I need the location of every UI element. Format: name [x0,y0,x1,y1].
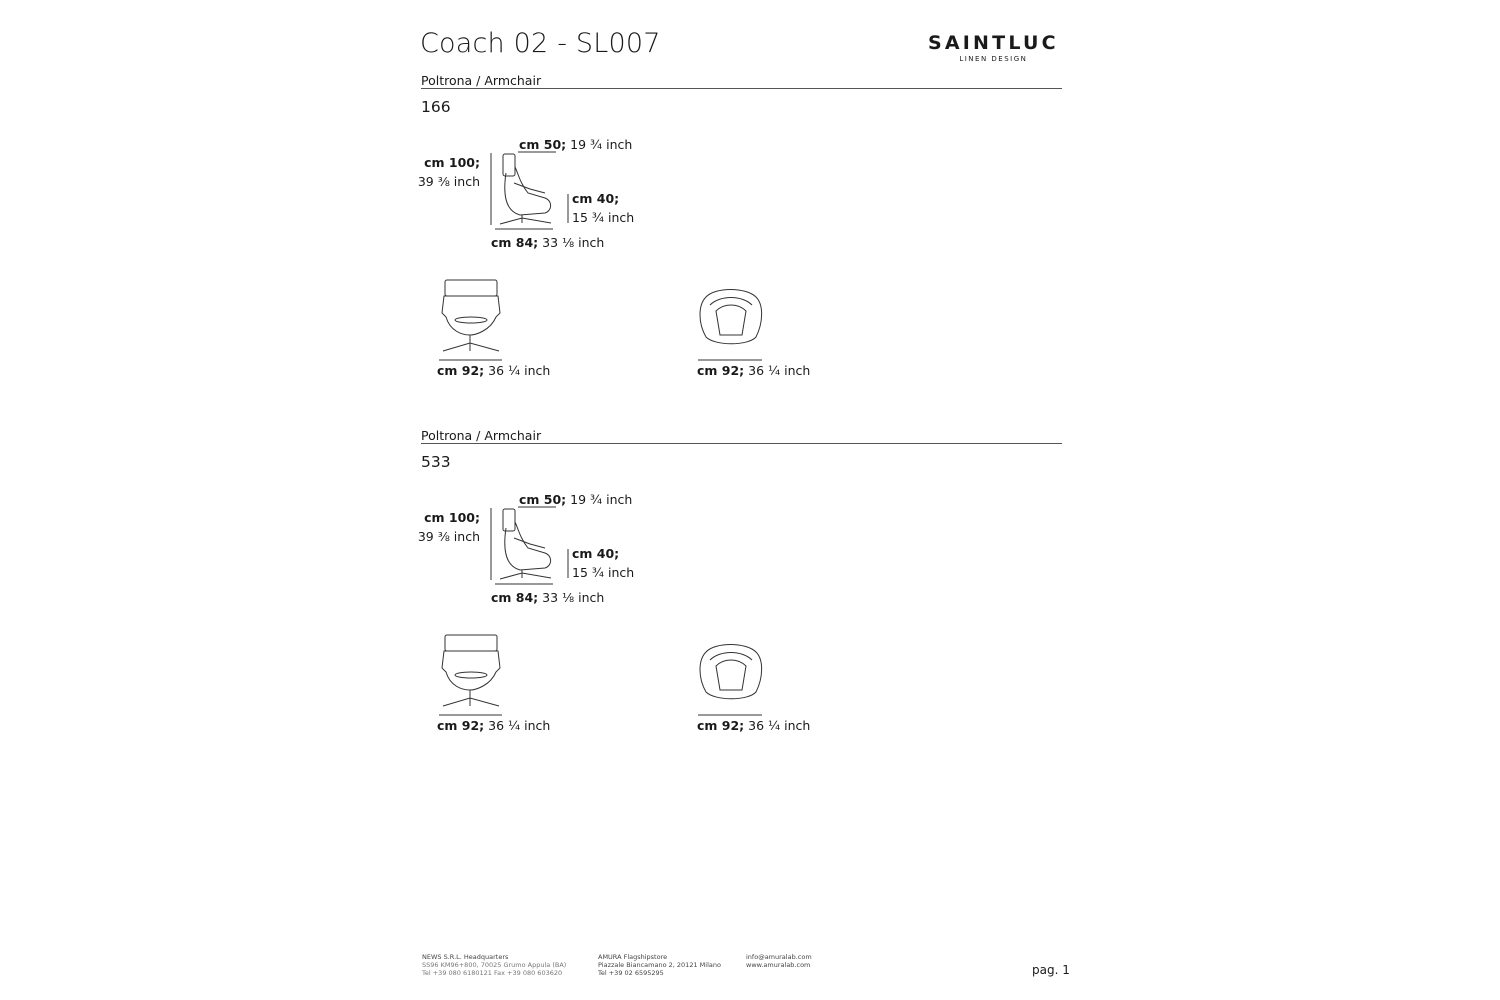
depth-dimension [519,137,632,152]
seat-cm: cm 40; [572,191,620,206]
page-title: Coach 02 - SL007 [420,28,661,59]
length-inch: 33 ⅛ inch [542,590,605,605]
footer-hq-phone: Tel +39 080 6180121 Fax +39 080 603620 [422,969,563,977]
footer-email[interactable]: info@amuralab.com [746,953,812,961]
footer-headquarters [422,953,566,977]
seat-height-dimension [572,544,634,582]
top-view-drawing [0,73,1,74]
length-inch: 33 ⅛ inch [542,235,605,250]
length-cm: cm 84; [491,235,539,250]
brand-name: SAINTLUC [928,32,1059,54]
depth-inch: 19 ¾ inch [570,137,633,152]
height-inch: 39 ⅜ inch [417,529,480,544]
front-width-inch: 36 ¼ inch [488,363,551,378]
top-width-inch: 36 ¼ inch [748,718,811,733]
section-code: 533 [421,453,451,471]
depth-inch: 19 ¾ inch [570,492,633,507]
footer-store-phone: Tel +39 02 6595295 [598,969,664,977]
section-label: Poltrona / Armchair [421,73,542,88]
footer-store-address: Piazzale Biancamano 2, 20121 Milano [598,961,721,969]
front-width-dimension [437,363,550,378]
height-dimension [400,153,480,191]
top-width-cm: cm 92; [697,363,745,378]
footer-store-name: AMURA Flagshipstore [598,953,668,961]
front-width-cm: cm 92; [437,363,485,378]
top-width-dimension [697,363,810,378]
section-label: Poltrona / Armchair [421,428,542,443]
brand-subtitle: LINEN DESIGN [959,55,1028,63]
front-width-dimension [437,718,550,733]
front-width-inch: 36 ¼ inch [488,718,551,733]
depth-cm: cm 50; [519,137,567,152]
brand-logo [928,32,1059,63]
section-code: 166 [421,98,451,116]
height-cm: cm 100; [424,510,480,525]
depth-cm: cm 50; [519,492,567,507]
page-number: pag. 1 [1032,963,1070,977]
footer-hq-address: SS96 KM96+800, 70025 Grumo Appula (BA) [422,961,567,969]
footer-hq-name: NEWS S.R.L. Headquarters [422,953,509,961]
front-width-cm: cm 92; [437,718,485,733]
top-width-inch: 36 ¼ inch [748,363,811,378]
height-cm: cm 100; [424,155,480,170]
top-view-drawing [0,428,1,429]
top-width-cm: cm 92; [697,718,745,733]
height-dimension [400,508,480,546]
product-section [0,428,1500,768]
seat-inch: 15 ¾ inch [572,565,635,580]
depth-dimension [519,492,632,507]
seat-inch: 15 ¾ inch [572,210,635,225]
height-inch: 39 ⅜ inch [417,174,480,189]
footer-store [598,953,721,977]
top-width-dimension [697,718,810,733]
product-section [0,73,1500,413]
seat-cm: cm 40; [572,546,620,561]
length-cm: cm 84; [491,590,539,605]
length-dimension [491,590,604,605]
length-dimension [491,235,604,250]
section-divider [421,443,1062,444]
section-divider [421,88,1062,89]
footer-contact [746,953,812,969]
footer-website[interactable]: www.amuralab.com [746,961,811,969]
seat-height-dimension [572,189,634,227]
